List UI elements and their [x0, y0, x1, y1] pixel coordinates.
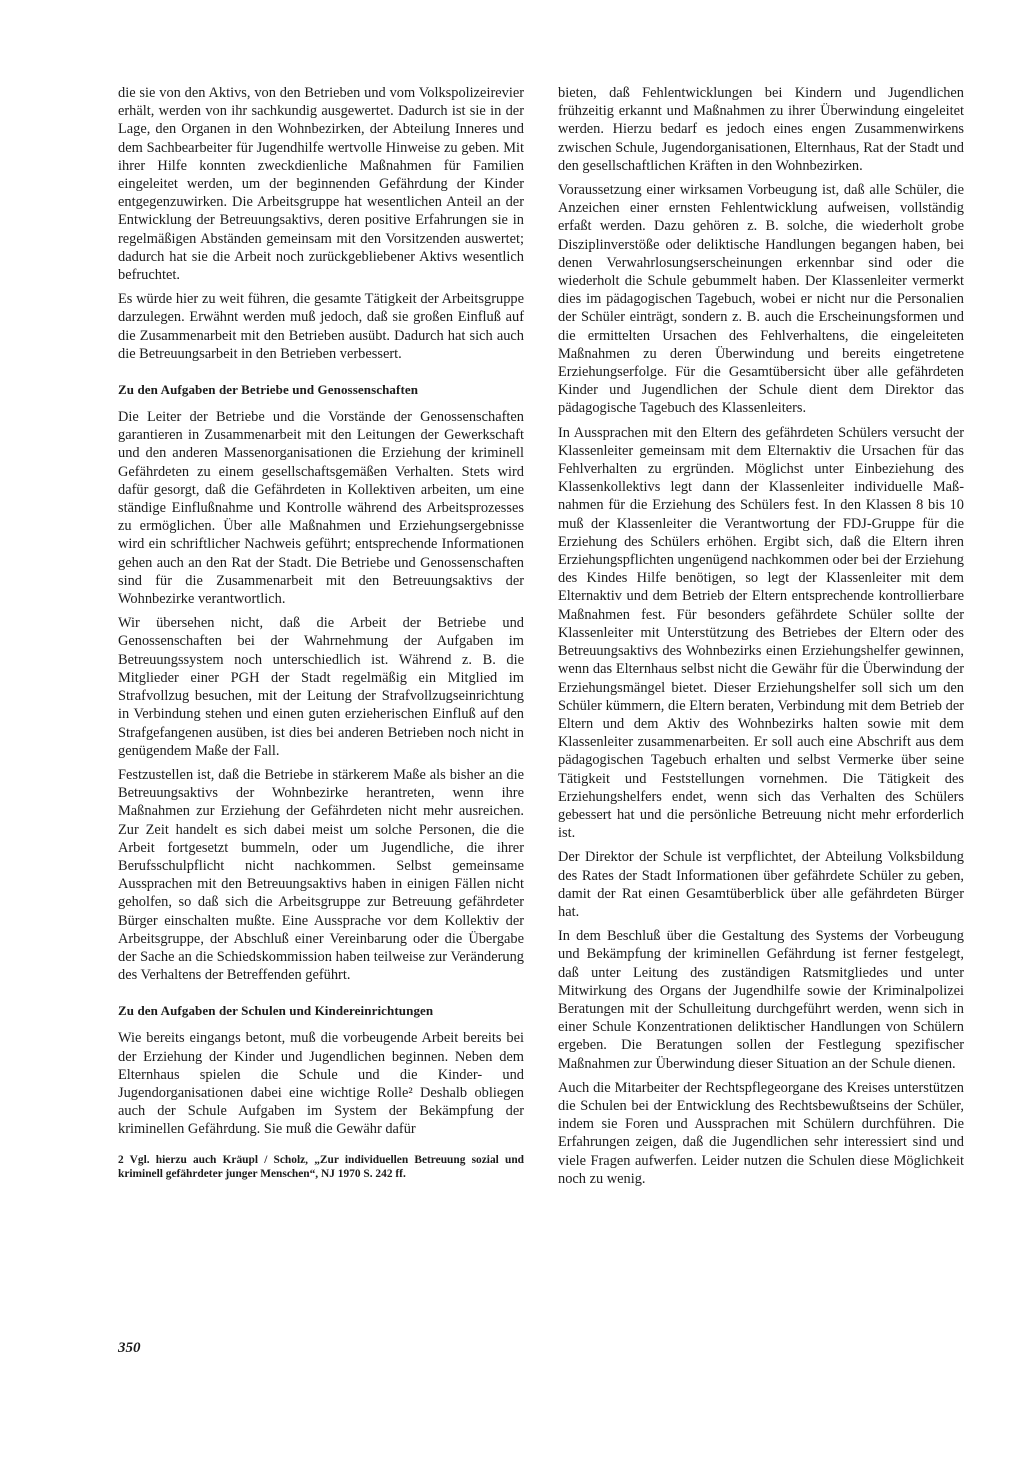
- paragraph: Die Leiter der Betriebe und die Vorstände der Genossenschaften garantieren in Zusammenarbeit mit den Leitungen der Gewerkschaft und den anderen Massenorganisationen die Erziehung der kriminell Gefährdeten zu einem gesellschaftsgemäßen Verhalten. Stets wird dafür gesorgt, daß die Gefährdeten in Kollektiven arbeiten, um eine ständige Einflußnahme und Kontrolle während des Arbeitsprozesses zu ermöglichen. Über alle Maßnahmen und Erziehungsergebnisse wird ein schriftlicher Nachweis geführt; entsprechende Informationen gehen auch an den Rat der Stadt. Die Betriebe und Genossenschaften sind für die Zusammenarbeit mit den Betreuungsaktivs der Wohnbezirke verantwortlich.: [118, 409, 524, 608]
- paragraph: Festzustellen ist, daß die Betriebe in stärkerem Maße als bisher an die Betreuungsaktivs der Wohnbezirke herantreten, wenn ihre Maßnahmen zur Erziehung der Gefährdeten nicht mehr ausreichen. Zur Zeit handelt es sich dabei meist um solche Personen, die die Arbeit fortgesetzt bummeln, oder um Jugendliche, die ihrer Berufsschulpflicht nicht nachkommen. Selbst gemeinsame Aussprachen mit den Betreuungsaktivs haben in einigen Fällen nicht geholfen, so daß sich die Arbeitsgruppe zur Betreuung gefährdeter Bürger einschalten mußte. Eine Aussprache vor dem Kollektiv der Arbeitsgruppe, der Abschluß einer Vereinbarung oder die Übergabe der Sache an die Schiedskommission haben teilweise zur Veränderung des Verhaltens der Betreffenden geführt.: [118, 766, 524, 984]
- paragraph: In dem Beschluß über die Gestaltung des Systems der Vorbeugung und Bekämpfung der kriminellen Gefährdung ist ferner festgelegt, daß unter Leitung des zuständigen Ratsmitgliedes und unter Mitwirkung des Organs der Jugendhilfe sowie der Kriminalpolizei Beratungen mit der Schulleitung durchgeführt werden, wenn sich in einer Schule Konzentrationen deliktischer Handlungen von Schülern ergeben. Die Beratungen sollen der Festlegung spezifischer Maßnahmen zur Überwindung dieser Situation an der Schule dienen.: [558, 928, 964, 1072]
- paragraph: Wir übersehen nicht, daß die Arbeit der Betriebe und Genossenschaften bei der Wahrnehmung der Aufgaben im Betreuungssystem noch unterschiedlich ist. Während z. B. die Mitglieder einer PGH der Stadt regelmäßig ein Mitglied im Strafvollzug besuchen, mit der Leitung der Strafvollzugseinrichtung in Verbindung stehen und einen guten erzieherischen Einfluß auf den Strafgefangenen ausüben, ist dies bei anderen Betrieben noch nicht in genügendem Maße der Fall.: [118, 615, 524, 759]
- paragraph: Es würde hier zu weit führen, die gesamte Tätigkeit der Arbeitsgruppe darzulegen. Erwähnt werden muß jedoch, daß sie großen Einfluß auf die Zusammenarbeit mit den Betrieben ausübt. Dadurch hat sich auch die Betreuungsarbeit in den Betrieben verbessert.: [118, 291, 524, 362]
- footnote: 2 Vgl. hierzu auch Kräupl / Scholz, „Zur individuellen Betreuung sozial und kriminell gefährdeter junger Menschen“, NJ 1970 S. 242 ff.: [118, 1153, 524, 1180]
- section-heading-betriebe: Zu den Aufgaben der Betriebe und Genossenschaften: [118, 382, 419, 398]
- paragraph: bieten, daß Fehlentwicklungen bei Kindern und Jugendlichen frühzeitig erkannt und Maßnahmen zu ihrer Überwindung eingeleitet werden. Hierzu bedarf es jedoch eines engen Zusammenwirkens zwischen Schule, Jugendorganisationen, Elternhaus, Rat der Stadt und den gesellschaftlichen Kräften in den Wohnbezirken.: [558, 85, 964, 174]
- paragraph: Voraussetzung einer wirksamen Vorbeugung ist, daß alle Schüler, die Anzeichen einer ernsten Fehlentwicklung aufweisen, vollständig erfaßt werden. Dazu gehören z. B. solche, die wiederholt grobe Disziplinverstöße oder deliktische Handlungen begangen haben, bei denen Verwahrlosungserscheinungen erkennbar sind oder die wiederholt die Schule gebummelt haben. Der Klassenleiter vermerkt dies im pädagogischen Tagebuch, wobei er nicht nur die Personalien der Schüler einträgt, sondern z. B. auch die Erscheinungsformen und die ermittelten Ursachen des Fehlverhaltens, die eingeleiteten Maßnahmen zu deren Überwindung und bereits eingetretene Erziehungserfolge. Für die Gesamtübersicht über alle gefährdeten Kinder und Jugendlichen der Schule dient dem Direktor das pädagogische Tagebuch des Klassenleiters.: [558, 182, 964, 417]
- paragraph: die sie von den Aktivs, von den Betrieben und vom Volkspolizeirevier erhält, werden von ihr sachkundig ausgewertet. Dadurch ist sie in der Lage, den Organen in den Wohnbezirken, der Abteilung Inneres und dem Sachbearbeiter für Jugendhilfe wertvolle Hinweise zu geben. Mit ihrer Hilfe konnten zweckdienliche Maßnahmen für Familien eingeleitet werden, um der beginnenden Gefährdung der Kinder entgegenzuwirken. Die Arbeitsgruppe hat wesentlichen Anteil an der Entwicklung der Betreuungsaktivs, deren positive Erfahrungen sie in regelmäßigen Abständen gemeinsam mit den Vorsitzenden auswertet; dadurch hat sie die Arbeit noch zurückgebliebener Aktivs wesentlich befruchtet.: [118, 85, 524, 284]
- paragraph: Der Direktor der Schule ist verpflichtet, der Abteilung Volksbildung des Rates der Stadt Informationen über gefährdete Schüler zu geben, damit der Rat einen Gesamtüberblick über alle gefährdeten Bürger hat.: [558, 849, 964, 920]
- paragraph: Wie bereits eingangs betont, muß die vorbeugende Arbeit bereits bei der Erziehung der Kinder und Jugendlichen beginnen. Neben dem Elternhaus spielen die Schule und die Kinder- und Jugendorganisationen dabei eine wichtige Rolle² Deshalb obliegen auch der Schule Aufgaben im System der Bekämpfung der kriminellen Gefährdung. Sie muß die Gewähr dafür: [118, 1030, 524, 1138]
- page-number: 350: [118, 1340, 141, 1356]
- right-column: [558, 84, 964, 1194]
- paragraph: In Aussprachen mit den Eltern des gefährdeten Schülers versucht der Klassenleiter gemeinsam mit dem Elternaktiv die Ursachen für das Fehlverhalten zu ergründen. Möglichst unter Einbeziehung des Klassenkollektivs legt dann der Klassenleiter individuelle Maßnahmen für die Erziehung des Schülers fest. In den Klassen 8 bis 10 muß der Klassenleiter die Verantwortung der FDJ-Gruppe für die Erziehung des Schülers erhöhen. Ergibt sich, daß die Eltern ihren Erziehungspflichten ungenügend nachkommen oder bei der Erziehung des Kindes Hilfe benötigen, so legt der Klassenleiter mit dem Elternaktiv und dem Betrieb der Eltern entsprechende kontrollierbare Maßnahmen fest. Für besonders gefährdete Schüler sollte der Klassenleiter mit Unterstützung des Betriebes der Eltern oder des Betreuungsaktivs des Wohnbezirks einen Erziehungshelfer gewinnen, wenn das Elternhaus selbst nicht die Gewähr für die Überwindung der Erziehungsmängel bietet. Dieser Erziehungshelfer soll sich um den Schüler kümmern, die Eltern beraten, Verbindung mit dem Betrieb der Eltern und dem Aktiv des Wohnbezirks halten sowie mit dem Klassenleiter zusammenarbeiten. Er soll auch eine Abschrift aus dem pädagogischen Tagebuch erhalten und selbst Vermerke über seine Tätigkeit und Feststellungen vornehmen. Die Tätigkeit des Erziehungshelfers endet, wenn sich das Verhalten des Schülers gebessert hat und die persönliche Betreuung nicht mehr erforderlich ist.: [558, 424, 964, 842]
- paragraph: Auch die Mitarbeiter der Rechtspflegeorgane des Kreises unterstützen die Schulen bei der Entwicklung des Rechtsbewußtseins der Schüler, indem sie Foren und Aussprachen mit Schülern durchführen. Die Erfahrungen zeigen, daß die Jugendlichen sehr interessiert sind und viele Fragen aufwerfen. Leider nutzen die Schulen diese Möglichkeit noch zu wenig.: [558, 1079, 964, 1187]
- left-column: [118, 84, 524, 1181]
- section-heading-schulen: Zu den Aufgaben der Schulen und Kindereinrichtungen: [118, 1003, 434, 1019]
